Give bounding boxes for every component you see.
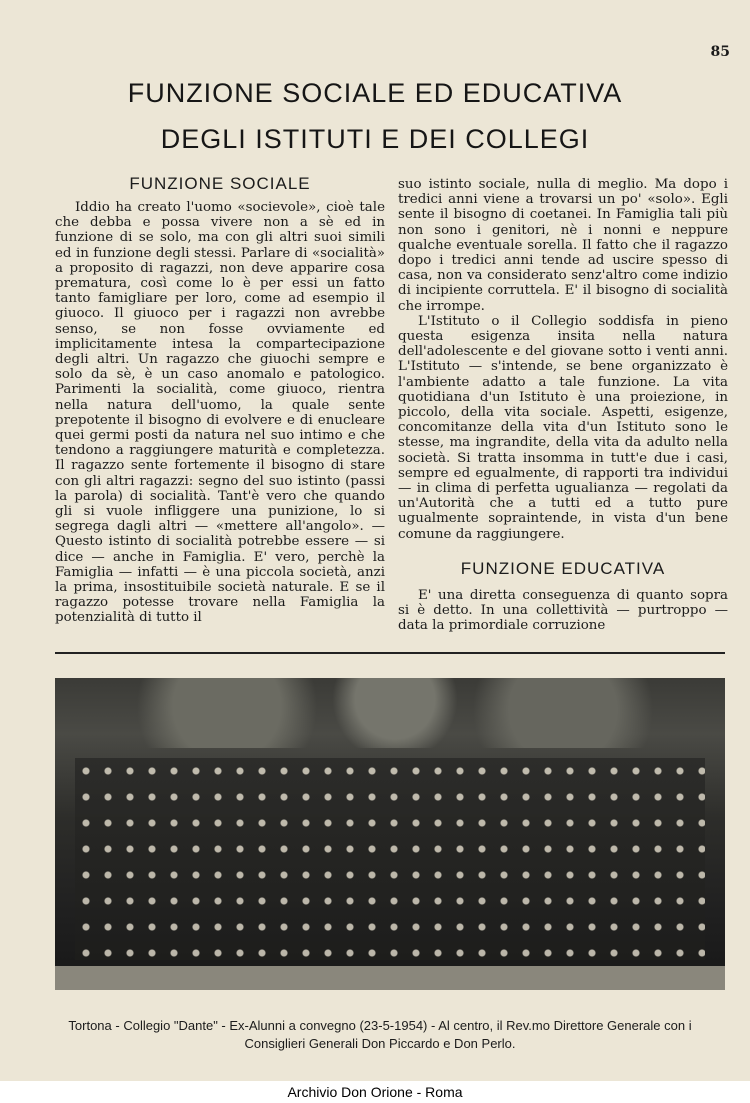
paragraph-continuation: suo istinto sociale, nulla di meglio. Ma dopo i tredici anni viene a trovarsi un po' «solo». Egli sente il bisogno di coetanei. In Famiglia tali più non sono i genitori, nè i nonni e neppure qualche eventuale sorella. Il fatto che il ragazzo dopo i tredici anni tende ad uscire spesso di casa, non va considerato senz'altro come indizio di incipiente corruttela. E' il bisogno di socialità che irrompe. [398,177,728,314]
group-photograph [55,678,725,990]
paragraph-educational-function: E' una diretta conseguenza di quanto sopra si è detto. In una collettività — purtroppo — data la primordiale corruzione [398,588,728,634]
photo-caption: Tortona - Collegio "Dante" - Ex-Alunni a convegno (23-5-1954) - Al centro, il Rev.mo Direttore Generale con i Consiglieri Generali Don Piccardo e Don Perlo. [68,1018,692,1051]
article-title-line-1: FUNZIONE SOCIALE ED EDUCATIVA [127,78,623,108]
article-column-right [398,177,728,542]
photo-crowd [75,758,705,960]
article-title-line-2: DEGLI ISTITUTI E DEI COLLEGI [160,124,590,154]
article-column-left [55,200,385,626]
paragraph-institute: L'Istituto o il Collegio soddisfa in pieno questa esigenza insita nella natura dell'adolescente e del giovane sotto i venti anni. L'Istituto — s'intende, se bene organizzato è l'ambiente adatto a tale funzione. La vita quotidiana d'un Istituto è una proiezione, in piccolo, della vita sociale. Aspetti, esigenze, concomitanze della vita d'un Istituto sono le stesse, ma ingrandite, della vita da adulto nella società. Si tratta insomma in tutt'e due i casi, sempre ed egualmente, di rapporti tra individui — in clima di perfetta ugualianza — regolati da un'Autorità che a tutti ed a tutto pure ugualmente sopraintende, in vista d'un bene comune da raggiungere. [398,313,728,542]
section-heading-educational: FUNZIONE EDUCATIVA [460,559,666,578]
article-column-right-bottom [398,588,728,634]
paragraph-social-function: Iddio ha creato l'uomo «socievole», cioè tale che debba e possa vivere non a sè ed in funzione di se solo, ma con gli altri suoi simili ed in funzione degli stessi. Parlare di «socialità» a proposito di ragazzi, non deve apparire cosa prematura, così come lo è per essi un fatto tanto famigliare per loro, come ad esempio il giuoco. Il giuoco per i ragazzi non avrebbe senso, se non fosse ovviamente ed implicitamente intesa la compartecipazione degli altri. Un ragazzo che giuochi sempre e solo da sè, è un caso anomalo e patologico. Parimenti la socialità, come giuoco, rientra nella natura dell'uomo, la quale sente prepotente il bisogno di evolvere e di enucleare quei germi posti da natura nel suo intimo e che tendono a raggiungere maturità e completezza. Il ragazzo sente fortemente il bisogno di stare con gli altri ragazzi: segno del suo istinto (passi la parola) di socialità. Tant'è vero che quando gli si vuole infliggere una punizione, lo si segrega dagli altri — «mettere all'angolo». — Questo istinto di socialità potrebbe essere — si dice — anche in Famiglia. E' vero, perchè la Famiglia — infatti — è una piccola società, anzi la prima, insostituibile società naturale. E se il ragazzo potesse trovare nella Famiglia la potenzialità di tutto il [55,200,385,626]
archive-footer: Archivio Don Orione - Roma [0,1081,750,1103]
photo-foliage [115,678,675,748]
photo-ground [55,966,725,990]
horizontal-rule [55,652,725,654]
section-heading-social: FUNZIONE SOCIALE [129,174,311,193]
page-number: 85 [710,44,730,60]
